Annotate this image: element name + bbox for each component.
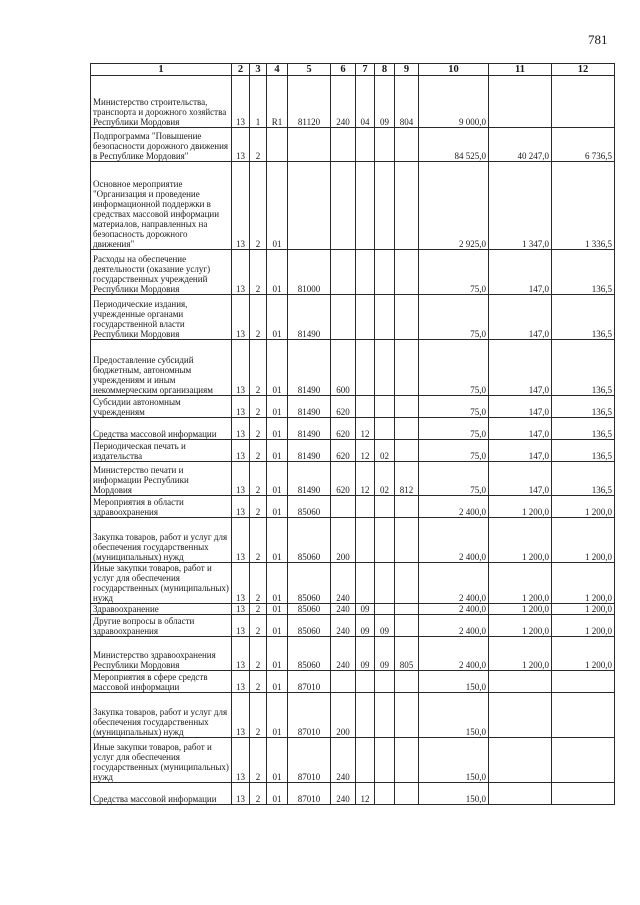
row-cell-col-12: 136,5 xyxy=(552,418,615,440)
row-cell-col-7 xyxy=(356,563,375,604)
row-cell-col-12: 136,5 xyxy=(552,396,615,418)
row-cell-col-5: 81000 xyxy=(288,250,331,295)
row-name-cell: Мероприятия в сфере средств массовой информации xyxy=(91,671,232,693)
table-row xyxy=(91,783,615,805)
row-cell-col-9 xyxy=(395,418,419,440)
row-cell-col-11: 147,0 xyxy=(489,440,552,462)
row-cell-col-8 xyxy=(375,418,395,440)
row-cell-col-3: 2 xyxy=(250,637,267,671)
row-cell-col-3: 2 xyxy=(250,604,267,615)
row-cell-col-11 xyxy=(489,76,552,128)
column-header-1: 1 xyxy=(91,64,232,76)
row-cell-col-10: 75,0 xyxy=(419,440,489,462)
row-cell-col-12: 6 736,5 xyxy=(552,128,615,162)
row-cell-col-3: 2 xyxy=(250,496,267,518)
row-name-cell: Расходы на обеспечение деятельности (оказание услуг) государственных учреждений Республики Мордовия xyxy=(91,250,232,295)
row-cell-col-9: 805 xyxy=(395,637,419,671)
column-header-9: 9 xyxy=(395,64,419,76)
row-name-cell: Средства массовой информации xyxy=(91,418,232,440)
row-cell-col-3: 2 xyxy=(250,518,267,563)
table-row xyxy=(91,693,615,738)
row-cell-col-8: 09 xyxy=(375,76,395,128)
row-cell-col-4: 01 xyxy=(267,496,288,518)
row-cell-col-4: 01 xyxy=(267,563,288,604)
row-cell-col-9 xyxy=(395,440,419,462)
row-cell-col-4: 01 xyxy=(267,418,288,440)
row-name-cell: Мероприятия в области здравоохранения xyxy=(91,496,232,518)
row-cell-col-6: 600 xyxy=(331,340,356,396)
row-cell-col-6: 240 xyxy=(331,615,356,637)
row-cell-col-9 xyxy=(395,783,419,805)
row-cell-col-6: 620 xyxy=(331,462,356,496)
row-cell-col-6: 620 xyxy=(331,440,356,462)
row-cell-col-11: 147,0 xyxy=(489,340,552,396)
row-cell-col-5: 87010 xyxy=(288,738,331,783)
row-cell-col-6 xyxy=(331,671,356,693)
row-name-cell: Иные закупки товаров, работ и услуг для обеспечения государственных (муниципальных) нужд xyxy=(91,738,232,783)
row-cell-col-12: 136,5 xyxy=(552,462,615,496)
row-cell-col-10: 75,0 xyxy=(419,462,489,496)
row-cell-col-9 xyxy=(395,295,419,340)
row-cell-col-8 xyxy=(375,738,395,783)
row-cell-col-12: 136,5 xyxy=(552,340,615,396)
row-cell-col-9 xyxy=(395,615,419,637)
row-cell-col-2: 13 xyxy=(232,76,250,128)
row-cell-col-5: 81490 xyxy=(288,340,331,396)
row-cell-col-2: 13 xyxy=(232,518,250,563)
row-cell-col-6: 620 xyxy=(331,396,356,418)
row-cell-col-3: 2 xyxy=(250,783,267,805)
row-cell-col-3: 2 xyxy=(250,615,267,637)
table-row xyxy=(91,496,615,518)
row-cell-col-3: 2 xyxy=(250,396,267,418)
row-cell-col-3: 2 xyxy=(250,671,267,693)
row-cell-col-4 xyxy=(267,128,288,162)
page-number: 781 xyxy=(588,32,608,47)
row-cell-col-5 xyxy=(288,128,331,162)
row-cell-col-8 xyxy=(375,518,395,563)
row-cell-col-5: 85060 xyxy=(288,615,331,637)
row-cell-col-7 xyxy=(356,340,375,396)
row-cell-col-6: 620 xyxy=(331,418,356,440)
row-name-cell: Предоставление субсидий бюджетным, автономным учреждениям и иным некоммерческим организациям xyxy=(91,340,232,396)
row-cell-col-7: 12 xyxy=(356,783,375,805)
row-cell-col-5: 85060 xyxy=(288,496,331,518)
table-row xyxy=(91,128,615,162)
row-cell-col-2: 13 xyxy=(232,496,250,518)
row-cell-col-5 xyxy=(288,162,331,250)
row-cell-col-10: 150,0 xyxy=(419,671,489,693)
row-name-cell: Субсидии автономным учреждениям xyxy=(91,396,232,418)
row-cell-col-12: 136,5 xyxy=(552,440,615,462)
row-cell-col-5: 81120 xyxy=(288,76,331,128)
row-cell-col-9: 804 xyxy=(395,76,419,128)
row-cell-col-4: 01 xyxy=(267,162,288,250)
row-cell-col-10: 150,0 xyxy=(419,693,489,738)
row-name-cell: Закупка товаров, работ и услуг для обеспечения государственных (муниципальных) нужд xyxy=(91,518,232,563)
row-cell-col-7: 12 xyxy=(356,440,375,462)
table-row xyxy=(91,76,615,128)
table-row xyxy=(91,250,615,295)
table-row xyxy=(91,637,615,671)
row-cell-col-6: 240 xyxy=(331,604,356,615)
row-cell-col-7 xyxy=(356,250,375,295)
row-cell-col-4: 01 xyxy=(267,340,288,396)
row-cell-col-2: 13 xyxy=(232,563,250,604)
row-cell-col-4: 01 xyxy=(267,295,288,340)
row-cell-col-10: 75,0 xyxy=(419,250,489,295)
row-cell-col-2: 13 xyxy=(232,604,250,615)
row-cell-col-5: 81490 xyxy=(288,462,331,496)
row-cell-col-6: 240 xyxy=(331,738,356,783)
row-cell-col-11 xyxy=(489,693,552,738)
row-cell-col-5: 85060 xyxy=(288,563,331,604)
row-name-cell: Основное мероприятие "Организация и проведение информационной поддержки в средствах массовой информации материалов, направленных на безопасность дорожного движения" xyxy=(91,162,232,250)
row-cell-col-3: 1 xyxy=(250,76,267,128)
row-name-cell: Здравоохранение xyxy=(91,604,232,615)
row-cell-col-5: 87010 xyxy=(288,783,331,805)
row-cell-col-5: 87010 xyxy=(288,693,331,738)
row-cell-col-3: 2 xyxy=(250,440,267,462)
row-cell-col-8 xyxy=(375,295,395,340)
column-header-11: 11 xyxy=(489,64,552,76)
row-cell-col-7 xyxy=(356,693,375,738)
row-cell-col-9 xyxy=(395,671,419,693)
row-cell-col-5: 81490 xyxy=(288,396,331,418)
row-cell-col-7 xyxy=(356,738,375,783)
row-cell-col-8: 02 xyxy=(375,462,395,496)
row-name-cell: Подпрограмма "Повышение безопасности дорожного движения в Республике Мордовия" xyxy=(91,128,232,162)
row-cell-col-12: 1 200,0 xyxy=(552,615,615,637)
row-cell-col-6 xyxy=(331,162,356,250)
row-name-cell: Иные закупки товаров, работ и услуг для обеспечения государственных (муниципальных) нужд xyxy=(91,563,232,604)
row-cell-col-11 xyxy=(489,671,552,693)
row-cell-col-11: 1 200,0 xyxy=(489,518,552,563)
row-cell-col-12 xyxy=(552,76,615,128)
row-cell-col-9 xyxy=(395,340,419,396)
table-row xyxy=(91,162,615,250)
row-cell-col-10: 75,0 xyxy=(419,340,489,396)
row-cell-col-6: 240 xyxy=(331,76,356,128)
row-name-cell: Министерство здравоохранения Республики Мордовия xyxy=(91,637,232,671)
row-cell-col-6 xyxy=(331,295,356,340)
row-cell-col-7 xyxy=(356,671,375,693)
row-cell-col-2: 13 xyxy=(232,128,250,162)
row-cell-col-11: 147,0 xyxy=(489,418,552,440)
row-cell-col-11: 1 200,0 xyxy=(489,496,552,518)
row-cell-col-2: 13 xyxy=(232,738,250,783)
row-cell-col-7 xyxy=(356,162,375,250)
row-cell-col-8 xyxy=(375,250,395,295)
row-cell-col-3: 2 xyxy=(250,563,267,604)
row-cell-col-6: 200 xyxy=(331,518,356,563)
row-cell-col-4: 01 xyxy=(267,637,288,671)
row-cell-col-9 xyxy=(395,693,419,738)
row-cell-col-2: 13 xyxy=(232,671,250,693)
row-cell-col-11: 1 200,0 xyxy=(489,615,552,637)
row-cell-col-9 xyxy=(395,162,419,250)
row-cell-col-12: 1 200,0 xyxy=(552,637,615,671)
row-cell-col-2: 13 xyxy=(232,295,250,340)
row-cell-col-6 xyxy=(331,128,356,162)
row-cell-col-12: 1 200,0 xyxy=(552,604,615,615)
row-name-cell: Средства массовой информации xyxy=(91,783,232,805)
row-cell-col-3: 2 xyxy=(250,250,267,295)
row-cell-col-11 xyxy=(489,738,552,783)
column-header-2: 2 xyxy=(232,64,250,76)
row-cell-col-5: 85060 xyxy=(288,637,331,671)
row-cell-col-6: 240 xyxy=(331,637,356,671)
row-cell-col-6: 240 xyxy=(331,563,356,604)
row-cell-col-12: 136,5 xyxy=(552,250,615,295)
row-cell-col-12: 136,5 xyxy=(552,295,615,340)
row-cell-col-4: 01 xyxy=(267,440,288,462)
column-header-5: 5 xyxy=(288,64,331,76)
row-cell-col-8 xyxy=(375,496,395,518)
row-name-cell: Другие вопросы в области здравоохранения xyxy=(91,615,232,637)
row-cell-col-9 xyxy=(395,518,419,563)
row-cell-col-2: 13 xyxy=(232,340,250,396)
row-cell-col-4: 01 xyxy=(267,671,288,693)
row-cell-col-2: 13 xyxy=(232,783,250,805)
row-cell-col-5: 81490 xyxy=(288,418,331,440)
row-cell-col-7: 09 xyxy=(356,637,375,671)
column-header-7: 7 xyxy=(356,64,375,76)
row-cell-col-4: 01 xyxy=(267,615,288,637)
row-cell-col-12: 1 200,0 xyxy=(552,496,615,518)
row-cell-col-12 xyxy=(552,783,615,805)
row-cell-col-7 xyxy=(356,295,375,340)
row-cell-col-7: 12 xyxy=(356,462,375,496)
table-row xyxy=(91,518,615,563)
row-cell-col-7 xyxy=(356,496,375,518)
row-cell-col-9 xyxy=(395,738,419,783)
row-name-cell: Закупка товаров, работ и услуг для обеспечения государственных (муниципальных) нужд xyxy=(91,693,232,738)
row-cell-col-7 xyxy=(356,396,375,418)
table-row xyxy=(91,615,615,637)
row-cell-col-4: 01 xyxy=(267,783,288,805)
row-cell-col-6 xyxy=(331,496,356,518)
row-cell-col-2: 13 xyxy=(232,693,250,738)
table-row xyxy=(91,295,615,340)
row-cell-col-8 xyxy=(375,396,395,418)
row-cell-col-3: 2 xyxy=(250,128,267,162)
row-cell-col-3: 2 xyxy=(250,340,267,396)
row-cell-col-10: 84 525,0 xyxy=(419,128,489,162)
row-cell-col-7 xyxy=(356,128,375,162)
table-row xyxy=(91,563,615,604)
row-cell-col-8 xyxy=(375,671,395,693)
column-header-10: 10 xyxy=(419,64,489,76)
row-cell-col-10: 9 000,0 xyxy=(419,76,489,128)
row-cell-col-7: 09 xyxy=(356,604,375,615)
row-cell-col-3: 2 xyxy=(250,462,267,496)
row-cell-col-11: 40 247,0 xyxy=(489,128,552,162)
row-cell-col-12: 1 336,5 xyxy=(552,162,615,250)
table-row xyxy=(91,340,615,396)
row-cell-col-5: 85060 xyxy=(288,604,331,615)
row-cell-col-3: 2 xyxy=(250,693,267,738)
row-cell-col-12: 1 200,0 xyxy=(552,563,615,604)
row-cell-col-2: 13 xyxy=(232,440,250,462)
row-cell-col-9 xyxy=(395,496,419,518)
row-cell-col-3: 2 xyxy=(250,418,267,440)
row-name-cell: Периодическая печать и издательства xyxy=(91,440,232,462)
row-cell-col-11: 147,0 xyxy=(489,295,552,340)
row-cell-col-10: 150,0 xyxy=(419,783,489,805)
row-cell-col-10: 2 400,0 xyxy=(419,615,489,637)
table-row xyxy=(91,418,615,440)
row-cell-col-10: 2 400,0 xyxy=(419,496,489,518)
row-cell-col-10: 2 925,0 xyxy=(419,162,489,250)
row-cell-col-7: 09 xyxy=(356,615,375,637)
row-cell-col-2: 13 xyxy=(232,462,250,496)
row-cell-col-9 xyxy=(395,128,419,162)
row-cell-col-11: 1 200,0 xyxy=(489,637,552,671)
table-row xyxy=(91,671,615,693)
row-cell-col-4: 01 xyxy=(267,738,288,783)
row-cell-col-4: 01 xyxy=(267,462,288,496)
row-cell-col-4: 01 xyxy=(267,250,288,295)
column-header-8: 8 xyxy=(375,64,395,76)
row-cell-col-8 xyxy=(375,693,395,738)
row-cell-col-8 xyxy=(375,563,395,604)
row-cell-col-10: 75,0 xyxy=(419,396,489,418)
row-cell-col-3: 2 xyxy=(250,295,267,340)
row-cell-col-7 xyxy=(356,518,375,563)
row-cell-col-3: 2 xyxy=(250,738,267,783)
row-cell-col-3: 2 xyxy=(250,162,267,250)
row-cell-col-5: 81490 xyxy=(288,440,331,462)
row-cell-col-10: 75,0 xyxy=(419,418,489,440)
budget-table xyxy=(90,63,615,805)
row-cell-col-2: 13 xyxy=(232,637,250,671)
row-cell-col-2: 13 xyxy=(232,250,250,295)
row-cell-col-10: 150,0 xyxy=(419,738,489,783)
row-cell-col-8: 09 xyxy=(375,615,395,637)
row-name-cell: Министерство печати и информации Республики Мордовия xyxy=(91,462,232,496)
row-cell-col-9 xyxy=(395,396,419,418)
row-cell-col-10: 2 400,0 xyxy=(419,604,489,615)
table-row xyxy=(91,604,615,615)
row-name-cell: Периодические издания, учрежденные органами государственной власти Республики Мордовия xyxy=(91,295,232,340)
row-cell-col-2: 13 xyxy=(232,418,250,440)
row-cell-col-11: 147,0 xyxy=(489,250,552,295)
row-cell-col-8 xyxy=(375,162,395,250)
row-cell-col-2: 13 xyxy=(232,615,250,637)
table-row xyxy=(91,440,615,462)
header-row xyxy=(91,64,615,76)
row-cell-col-10: 2 400,0 xyxy=(419,563,489,604)
row-cell-col-9 xyxy=(395,563,419,604)
row-cell-col-4: 01 xyxy=(267,604,288,615)
row-cell-col-4: 01 xyxy=(267,396,288,418)
row-cell-col-11: 1 200,0 xyxy=(489,563,552,604)
row-cell-col-11 xyxy=(489,783,552,805)
row-cell-col-10: 2 400,0 xyxy=(419,518,489,563)
column-header-6: 6 xyxy=(331,64,356,76)
row-cell-col-2: 13 xyxy=(232,396,250,418)
row-cell-col-8: 02 xyxy=(375,440,395,462)
row-cell-col-4: 01 xyxy=(267,518,288,563)
row-cell-col-8 xyxy=(375,783,395,805)
row-cell-col-11: 1 200,0 xyxy=(489,604,552,615)
table-row xyxy=(91,462,615,496)
row-cell-col-9 xyxy=(395,250,419,295)
row-cell-col-12 xyxy=(552,693,615,738)
row-cell-col-9: 812 xyxy=(395,462,419,496)
column-header-4: 4 xyxy=(267,64,288,76)
row-cell-col-8 xyxy=(375,604,395,615)
row-cell-col-5: 85060 xyxy=(288,518,331,563)
row-cell-col-11: 1 347,0 xyxy=(489,162,552,250)
row-cell-col-10: 75,0 xyxy=(419,295,489,340)
row-cell-col-8 xyxy=(375,128,395,162)
row-cell-col-8: 09 xyxy=(375,637,395,671)
row-cell-col-12: 1 200,0 xyxy=(552,518,615,563)
row-cell-col-12 xyxy=(552,738,615,783)
row-name-cell: Министерство строительства, транспорта и дорожного хозяйства Республики Мордовия xyxy=(91,76,232,128)
row-cell-col-6: 240 xyxy=(331,783,356,805)
row-cell-col-6: 200 xyxy=(331,693,356,738)
column-header-3: 3 xyxy=(250,64,267,76)
row-cell-col-5: 81490 xyxy=(288,295,331,340)
row-cell-col-6 xyxy=(331,250,356,295)
row-cell-col-4: R1 xyxy=(267,76,288,128)
row-cell-col-7: 04 xyxy=(356,76,375,128)
row-cell-col-11: 147,0 xyxy=(489,396,552,418)
row-cell-col-9 xyxy=(395,604,419,615)
column-header-12: 12 xyxy=(552,64,615,76)
row-cell-col-5: 87010 xyxy=(288,671,331,693)
row-cell-col-7: 12 xyxy=(356,418,375,440)
row-cell-col-4: 01 xyxy=(267,693,288,738)
table-row xyxy=(91,738,615,783)
row-cell-col-12 xyxy=(552,671,615,693)
table-body xyxy=(91,76,615,805)
row-cell-col-10: 2 400,0 xyxy=(419,637,489,671)
row-cell-col-8 xyxy=(375,340,395,396)
row-cell-col-11: 147,0 xyxy=(489,462,552,496)
row-cell-col-2: 13 xyxy=(232,162,250,250)
table-row xyxy=(91,396,615,418)
